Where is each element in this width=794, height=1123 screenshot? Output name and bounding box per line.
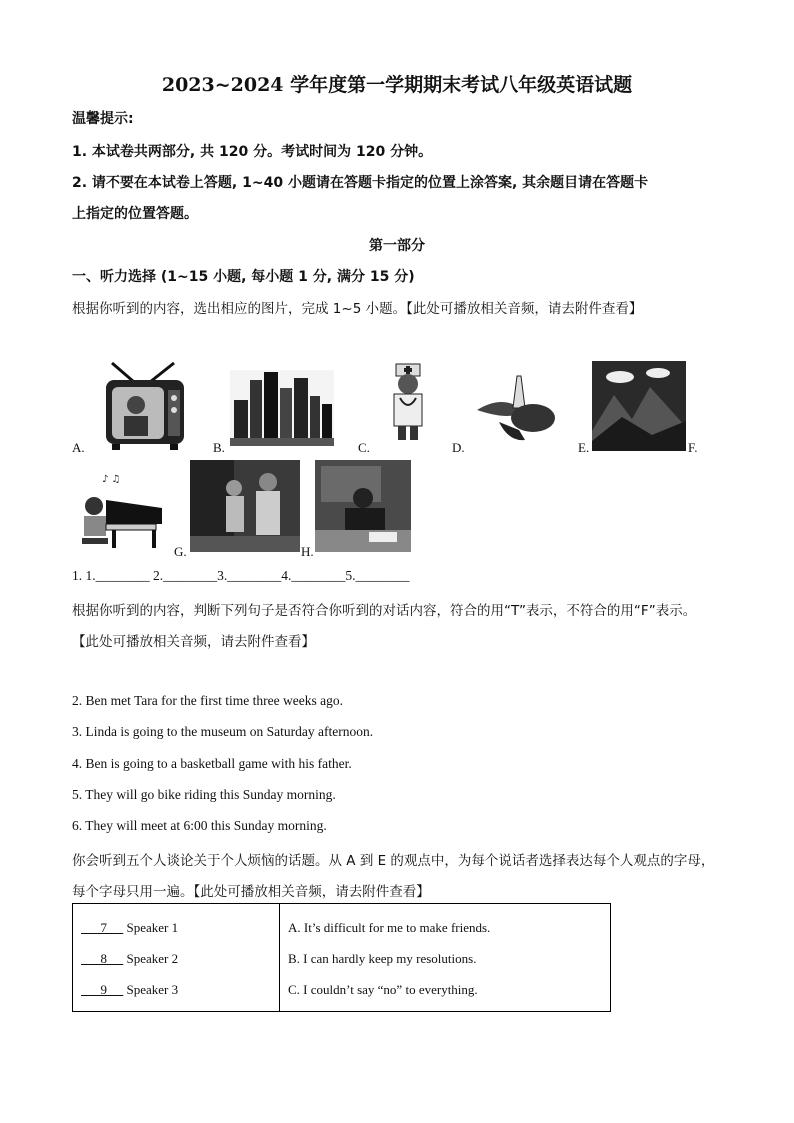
mountain-picture: [592, 361, 686, 451]
section3-instruction-1: 你会听到五个人谈论关于个人烦恼的话题。从 A 到 E 的观点中，为每个说话者选择表达每个人观点的字母，: [72, 853, 715, 869]
speakers-column: [73, 904, 280, 1012]
speaker-label: Speaker 2: [126, 951, 179, 966]
part-title: 第一部分: [369, 238, 425, 254]
statement-3: 3. Linda is going to the museum on Saturday afternoon.: [72, 724, 374, 739]
notice-line-2: 2. 请不要在本试卷上答题, 1~40 小题请在答题卡指定的位置上涂答案, 其余题目请在答题卡: [72, 175, 649, 191]
tv-picture: [104, 360, 186, 452]
city-skyline-picture: [230, 370, 334, 446]
option-c: C. I couldn’t say “no” to everything.: [288, 982, 478, 997]
picture-label-c: C.: [358, 440, 370, 455]
piano-picture: [76, 470, 166, 550]
speaker-matching-table: [72, 903, 611, 1012]
speaker-number: 8: [100, 951, 107, 966]
statement-2: 2. Ben met Tara for the first time three weeks ago.: [72, 693, 343, 708]
notice-line-3: 上指定的位置答题。: [72, 206, 198, 222]
option-b: B. I can hardly keep my resolutions.: [288, 951, 477, 966]
answer-blanks: 1. 1.________ 2.________3.________4.________5.________: [72, 568, 410, 583]
section1-heading: 一、听力选择 (1~15 小题, 每小题 1 分, 满分 15 分): [72, 269, 415, 285]
speaker-row: [81, 912, 271, 943]
statement-4: 4. Ben is going to a basketball game with his father.: [72, 756, 352, 771]
speaker-label: Speaker 3: [126, 982, 179, 997]
desk-photo-picture: [315, 460, 411, 552]
speaker-row: [81, 943, 271, 974]
section2-instruction: 根据你听到的内容，判断下列句子是否符合你听到的对话内容，符合的用“T”表示，不符合的用“F”表示。: [72, 603, 697, 619]
still-life-picture: [473, 370, 563, 446]
doctor-picture: [386, 362, 430, 444]
option-a: A. It’s difficult for me to make friends.: [288, 920, 491, 935]
section1-instruction: 根据你听到的内容，选出相应的图片，完成 1~5 小题。【此处可播放相关音频，请去附件查看】: [72, 301, 643, 317]
picture-label-a: A.: [72, 440, 85, 455]
speaker-row: [81, 974, 271, 1005]
speaker-number: 9: [100, 982, 107, 997]
options-column: [280, 904, 611, 1012]
picture-label-b: B.: [213, 440, 225, 455]
notice-heading: 温馨提示:: [72, 111, 134, 127]
statement-5: 5. They will go bike riding this Sunday morning.: [72, 787, 336, 802]
page-title: 2023~2024 学年度第一学期期末考试八年级英语试题: [161, 74, 633, 96]
picture-label-f: F.: [688, 440, 698, 455]
section3-instruction-2: 每个字母只用一遍。【此处可播放相关音频，请去附件查看】: [72, 884, 430, 900]
picture-label-e: E.: [578, 440, 590, 455]
family-photo-picture: [190, 460, 300, 552]
statement-6: 6. They will meet at 6:00 this Sunday morning.: [72, 818, 327, 833]
notice-line-1: 1. 本试卷共两部分, 共 120 分。考试时间为 120 分钟。: [72, 144, 433, 160]
section2-audio-note: 【此处可播放相关音频，请去附件查看】: [72, 634, 315, 650]
svg-text:♪ ♫: ♪ ♫: [102, 474, 121, 485]
speaker-label: Speaker 1: [126, 920, 179, 935]
picture-label-d: D.: [452, 440, 465, 455]
speaker-number: 7: [100, 920, 107, 935]
picture-label-h: H.: [301, 544, 314, 559]
picture-label-g: G.: [174, 544, 187, 559]
